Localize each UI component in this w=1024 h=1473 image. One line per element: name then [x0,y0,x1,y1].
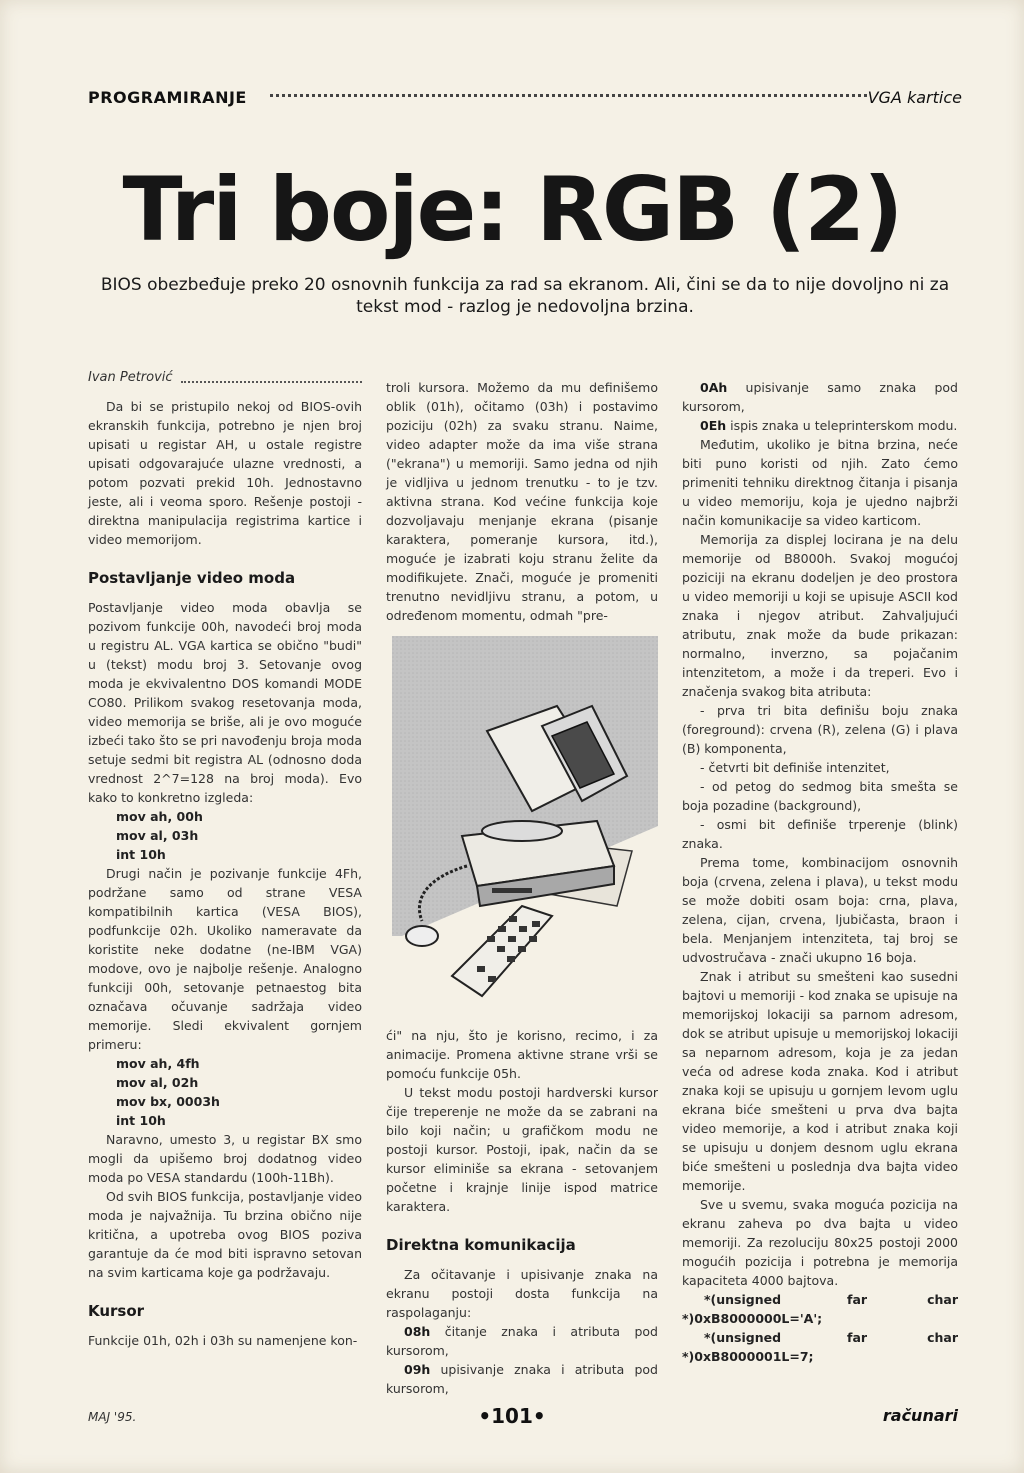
function-code: 0Ah [700,380,728,395]
computer-illustration [392,636,658,1016]
monitor-stand [482,821,562,841]
code-block-2 [88,1054,362,1130]
article-title: Tri boje: RGB (2) [122,158,902,261]
function-desc: upisivanje samo znaka pod kursorom, [682,380,958,414]
section-name: PROGRAMIRANJE [88,88,247,107]
function-desc: čitanje znaka i atributa pod kursorom, [386,1324,658,1358]
paragraph: Naravno, umesto 3, u registar BX smo mogli da upišemo broj dodatnog video moda po VESA standardu (100h-11Bh). [88,1132,362,1185]
c-code-line-1 [682,1290,958,1309]
paragraph: Prema tome, kombinacijom osnovnih boja (crvena, zelena i plava), u tekst modu se može dobiti osam boja: crna, plava, zelena, cijan, crvena, ljubičasta, braon i bela. Menjanjem intenziteta, taj broj se udvostručava - znači ukupno 16 boja. [682,855,958,965]
author-name: Ivan Petrović [88,370,173,385]
function-code: 08h [404,1324,431,1339]
function-code: 09h [404,1362,431,1377]
paragraph: Drugi način je pozivanje funkcije 4Fh, podržane samo od strane VESA kompatibilnih kartica (VESA BIOS), podfunkcije 02h. Ukoliko nameravate da koristite neke dodatne (ne-IBM VGA) modove, ovo je najbolje rešenje. Analogno funkciji 00h, setovanje petnaestog bita označava očuvanje sadržaja video memorije. Sledi ekvivalent gornjem primeru: [88,866,362,1052]
subheading-direct-communication: Direktna komunikacija [386,1236,576,1254]
function-item [682,416,958,435]
paragraph: ći" na nju, što je korisno, recimo, i za animacije. Promena aktivne strane vrši se pomoću funkcije 05h. [386,1028,658,1081]
paragraph: Sve u svemu, svaka moguća pozicija na ekranu zaheva po dva bajta u video memoriji. Za rezoluciju 80x25 postoji 2000 mogućih pozicija i potrebna je memorija kapaciteta 4000 bajtova. [682,1197,958,1288]
column-2 [386,378,658,625]
c-code-line-3 [682,1328,958,1347]
function-item [386,1360,658,1398]
code-line: mov al, 03h [116,828,199,843]
code-line: mov ah, 4fh [116,1056,200,1071]
function-desc: ispis znaka u teleprinterskom modu. [730,418,958,433]
article-lede: BIOS obezbeđuje preko 20 osnovnih funkcija za rad sa ekranom. Ali, čini se da to nije dovoljno ni za tekst mod - razlog je nedovoljna brzina. [100,275,950,317]
code-line: mov ah, 00h [116,809,203,824]
paragraph: Funkcije 01h, 02h i 03h su namenjene kon- [88,1333,358,1348]
code-line: int 10h [116,1113,166,1128]
function-item [682,378,958,416]
code-token: *(unsigned [704,1292,782,1307]
magazine-name: računari [882,1406,958,1425]
paragraph: Međutim, ukoliko je bitna brzina, neće biti puno koristi od njih. Zato ćemo primeniti tehniku direktnog čitanja i pisanja u video memoriju, koja je ujedno najbrži način komunikacije sa video karticom. [682,437,958,528]
paragraph: Memorija za displej locirana je na delu memorije od B8000h. Svakoj mogućoj poziciji na ekranu dodeljen je deo prostora u video memoriji u koji se upisuje ASCII kod znaka i njegov atribut. Zahvaljujući atributu, znak može da bude prikazan: normalno, inverzno, sa pojačanim intenzitetom, a može i da treperi. Evo i značenja svakog bita atributa: [682,532,958,699]
bit-item: - osmi bit definiše trperenje (blink) znaka. [682,817,958,851]
paragraph: U tekst modu postoji hardverski kursor čije treperenje ne može da se zabrani na bilo koji način; u grafičkom modu ne postoji kursor. Postoji, ipak, način da se kursor eliminiše sa ekrana - setovanjem početne i krajnje linije ispod matrice karaktera. [386,1085,658,1214]
paragraph: Znak i atribut su smešteni kao susedni bajtovi u memoriji - kod znaka se upisuje na memorijskoj lokaciji sa parnom adresom, dok se atribut upisuje u memorijskoj lokaciji sa neparnom adresom, koja je za jedan veća od adrese koda znaka. Kod i atribut znaka koji se upisuju u gornjem levom uglu ekrana biće smešteni u prva dva bajta video memorije, a kod i atribut znaka koji se upisuju u donjem desnom uglu ekrana biće smešteni u poslednja dva bajta video memorije. [682,969,958,1193]
c-code-line-2: *)0xB8000000L='A'; [682,1311,823,1326]
section-topic: VGA kartice [867,88,962,107]
code-token: char [927,1292,958,1307]
paragraph: Postavljanje video moda obavlja se pozivom funkcije 00h, navodeći broj moda u registru AL. VGA kartica se obično "budi" u (tekst) modu broj 3. Setovanje ovog moda je ekvivalentno DOS komandi MODE CO80. Prilikom svakog resetovanja moda, video memorija se briše, ali je ovo moguće izbeći tako što se pri navođenju broja moda setuje sedmi bit registra AL (odnosno doda vrednost 2^7=128 na broj moda). Evo kako to konkretno izgleda: [88,600,362,805]
paragraph: Za očitavanje i upisivanje znaka na ekranu postoji dosta funkcija na raspolaganju: [386,1267,658,1320]
subheading-cursor: Kursor [88,1302,145,1320]
running-header [88,86,962,116]
bit-item: - četvrti bit definiše intenzitet, [700,760,890,775]
issue-date: MAJ '95. [88,1410,137,1424]
function-desc: upisivanje znaka i atributa pod kursorom, [386,1362,658,1396]
code-block-1 [88,807,362,864]
floppy-slot [492,888,532,893]
code-token: char [927,1330,958,1345]
c-code-line-4: *)0xB8000001L=7; [682,1349,814,1364]
code-token: *(unsigned [704,1330,782,1345]
code-token: far [847,1292,868,1307]
mouse [406,926,438,946]
paragraph: troli kursora. Možemo da mu definišemo oblik (01h), očitamo (03h) i postavimo poziciju (02h) za svaku stranu. Naime, video adapter može da ima više strana ("ekrana") u memoriji. Samo jedna od njih je vidljiva u jednom trenutku - to je tzv. aktivna strana. Kod većine funkcija koje dozvoljavaju menjanje ekrana (pisanje karaktera, pomeranje kursora, itd.), moguće je izabrati koju stranu želite da modifikujete. Znači, moguće je promeniti trenutno nevidljivu stranu, a potom, u određenom momentu, odmah "pre- [386,380,658,623]
author-line [88,368,362,387]
function-code: 0Eh [700,418,727,433]
page-number: •101• [478,1404,546,1428]
bit-item: - prva tri bita definišu boju znaka (foreground): crvena (R), zelena (G) i plava (B) komponenta, [682,703,958,756]
code-line: mov al, 02h [116,1075,199,1090]
code-token: far [847,1330,868,1345]
author-leader-dots [181,381,362,383]
column-2-continued [386,1026,658,1398]
paragraph: Od svih BIOS funkcija, postavljanje video moda je najvažnija. Tu brzina obično nije kritična, a upotreba ovog BIOS poziva garantuje da će mod biti ispravno setovan na svim karticama koje ga podržavaju. [88,1189,362,1280]
subheading-video-mode: Postavljanje video moda [88,569,296,587]
header-leader-dots [270,94,867,97]
function-item [386,1322,658,1360]
code-line: int 10h [116,847,166,862]
bit-item: - od petog do sedmog bita smešta se boja pozadine (background), [682,779,958,813]
intro-paragraph: Da bi se pristupilo nekoj od BIOS-ovih ekranskih funkcija, potrebno je njen broj upisati u registar AH, u ostale registre upisati odgovarajuće ulazne vrednosti, a potom pozvati prekid 10h. Jednostavno jeste, ali i veoma sporo. Rešenje postoji - direktna manipulacija registrima kartice i video memorijom. [88,399,362,547]
column-3 [682,378,958,1366]
code-line: mov bx, 0003h [116,1094,220,1109]
column-1 [88,368,362,1350]
